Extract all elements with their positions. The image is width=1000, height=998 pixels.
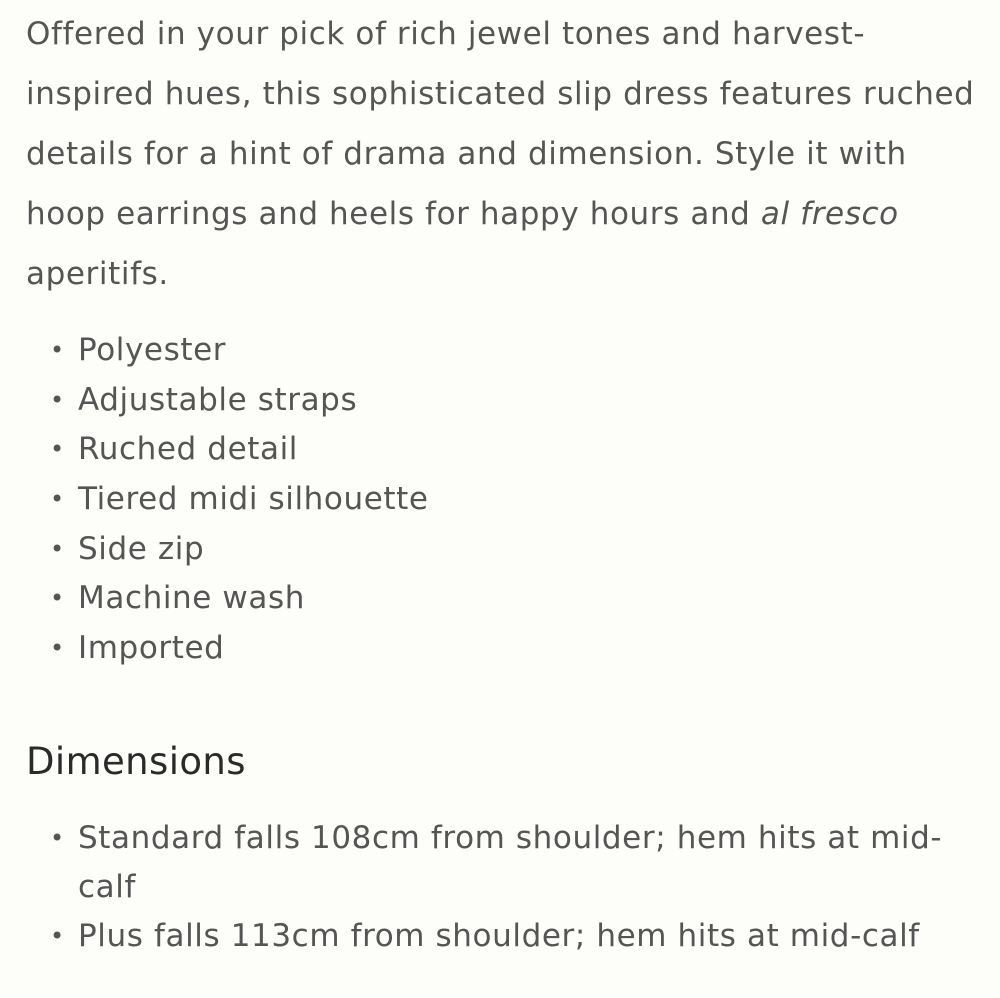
list-item [26, 525, 986, 575]
feature-label: Polyester [78, 332, 227, 368]
description-emphasis: al fresco [760, 196, 899, 232]
feature-label: Side zip [78, 530, 205, 567]
feature-label: Machine wash [78, 580, 305, 617]
bullet-icon: • [50, 584, 65, 613]
dimensions-heading: Dimensions [26, 739, 246, 783]
bullet-icon: • [50, 485, 65, 514]
feature-label: Tiered midi silhouette [78, 481, 429, 518]
dimension-label: Plus falls 113cm from shoulder; hem hits at mid-calf [78, 917, 920, 954]
bullet-icon: • [50, 534, 65, 563]
list-item [26, 912, 986, 961]
bullet-icon: • [50, 921, 65, 950]
list-item [26, 624, 986, 674]
product-details [26, 0, 986, 961]
feature-list [26, 326, 986, 674]
list-item [26, 814, 986, 912]
feature-label: Ruched detail [78, 431, 299, 468]
feature-label: Adjustable straps [78, 381, 358, 418]
list-item [26, 376, 986, 426]
list-item [26, 425, 986, 475]
list-item [26, 326, 986, 376]
product-description [26, 0, 986, 304]
list-item [26, 574, 986, 624]
bullet-icon: • [50, 823, 65, 852]
dimensions-list [26, 814, 986, 961]
bullet-icon: • [50, 385, 65, 414]
feature-label: Imported [78, 630, 225, 667]
bullet-icon: • [50, 336, 65, 364]
bullet-icon: • [50, 435, 65, 464]
list-item [26, 475, 986, 525]
dimension-label: Standard falls 108cm from shoulder; hem hits at mid-calf [78, 819, 943, 905]
description-text-end: aperitifs. [26, 256, 169, 292]
description-text: Offered in your pick of rich jewel tones and harvest-inspired hues, this sophisticated slip dress features ruched details for a hint of drama and dimension. Style it with hoop earrings and heels for happy hours and [26, 16, 975, 232]
bullet-icon: • [50, 634, 65, 663]
